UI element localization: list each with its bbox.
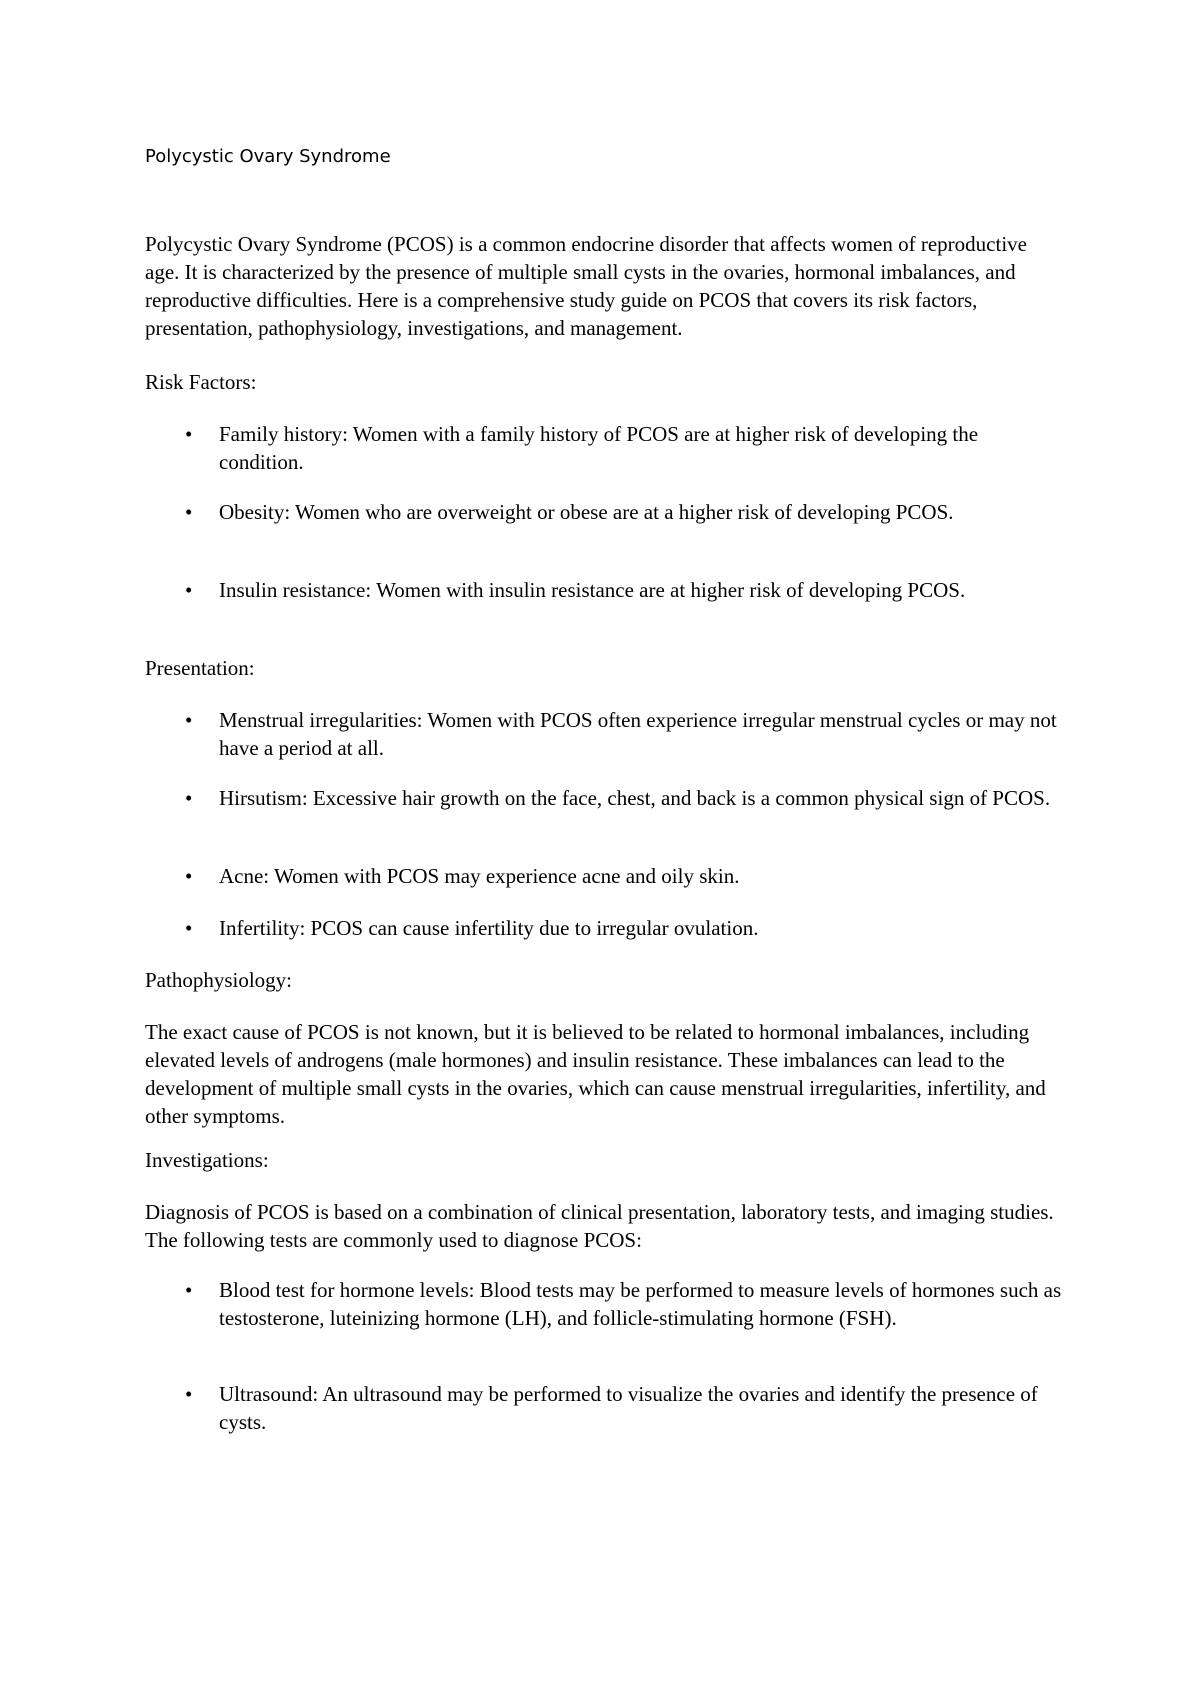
bullet-icon: •: [185, 786, 193, 810]
bullet-icon: •: [185, 1278, 193, 1302]
list-item-text: Acne: Women with PCOS may experience acne and oily skin.: [219, 864, 740, 888]
list-item: [185, 576, 1065, 604]
presentation-heading: Presentation:: [145, 656, 255, 680]
list-item: [185, 420, 1065, 476]
bullet-icon: •: [185, 500, 193, 524]
list-item-text: Family history: Women with a family history of PCOS are at higher risk of developing the condition.: [219, 422, 979, 474]
pathophysiology-heading: Pathophysiology:: [145, 968, 293, 992]
investigations-heading: Investigations:: [145, 1148, 269, 1172]
bullet-icon: •: [185, 422, 193, 446]
risk-factors-heading: Risk Factors:: [145, 370, 257, 394]
list-item-text: Insulin resistance: Women with insulin resistance are at higher risk of developing PCOS.: [219, 578, 966, 602]
list-item-text: Blood test for hormone levels: Blood tests may be performed to measure levels of hormones such as testosterone, luteinizing hormone (LH), and follicle-stimulating hormone (FSH).: [219, 1278, 1062, 1330]
list-item-text: Menstrual irregularities: Women with PCOS often experience irregular menstrual cycles or may not have a period at all.: [219, 708, 1057, 760]
bullet-icon: •: [185, 916, 193, 940]
list-item: [185, 914, 1065, 942]
list-item-text: Obesity: Women who are overweight or obese are at a higher risk of developing PCOS.: [219, 500, 954, 524]
bullet-icon: •: [185, 1382, 193, 1406]
list-item-text: Ultrasound: An ultrasound may be performed to visualize the ovaries and identify the presence of cysts.: [219, 1382, 1038, 1434]
list-item: [185, 1276, 1065, 1332]
list-item: [185, 784, 1065, 812]
bullet-icon: •: [185, 864, 193, 888]
list-item: [185, 498, 1065, 526]
list-item-text: Infertility: PCOS can cause infertility due to irregular ovulation.: [219, 916, 759, 940]
intro-paragraph: Polycystic Ovary Syndrome (PCOS) is a common endocrine disorder that affects women of reproductive age. It is characterized by the presence of multiple small cysts in the ovaries, hormonal imbalances, and reproductive difficulties. Here is a comprehensive study guide on PCOS that covers its risk factors, presentation, pathophysiology, investigations, and management.: [145, 232, 1027, 340]
list-item: [185, 862, 1065, 890]
bullet-icon: •: [185, 708, 193, 732]
document-title: Polycystic Ovary Syndrome: [145, 146, 391, 167]
bullet-icon: •: [185, 578, 193, 602]
list-item: [185, 1380, 1065, 1436]
list-item-text: Hirsutism: Excessive hair growth on the face, chest, and back is a common physical sign of PCOS.: [219, 786, 1051, 810]
investigations-paragraph: Diagnosis of PCOS is based on a combination of clinical presentation, laboratory tests, and imaging studies. The following tests are commonly used to diagnose PCOS:: [145, 1200, 1054, 1252]
list-item: [185, 706, 1065, 762]
pathophysiology-paragraph: The exact cause of PCOS is not known, but it is believed to be related to hormonal imbalances, including elevated levels of androgens (male hormones) and insulin resistance. These imbalances can lead to the development of multiple small cysts in the ovaries, which can cause menstrual irregularities, infertility, and other symptoms.: [145, 1020, 1046, 1128]
